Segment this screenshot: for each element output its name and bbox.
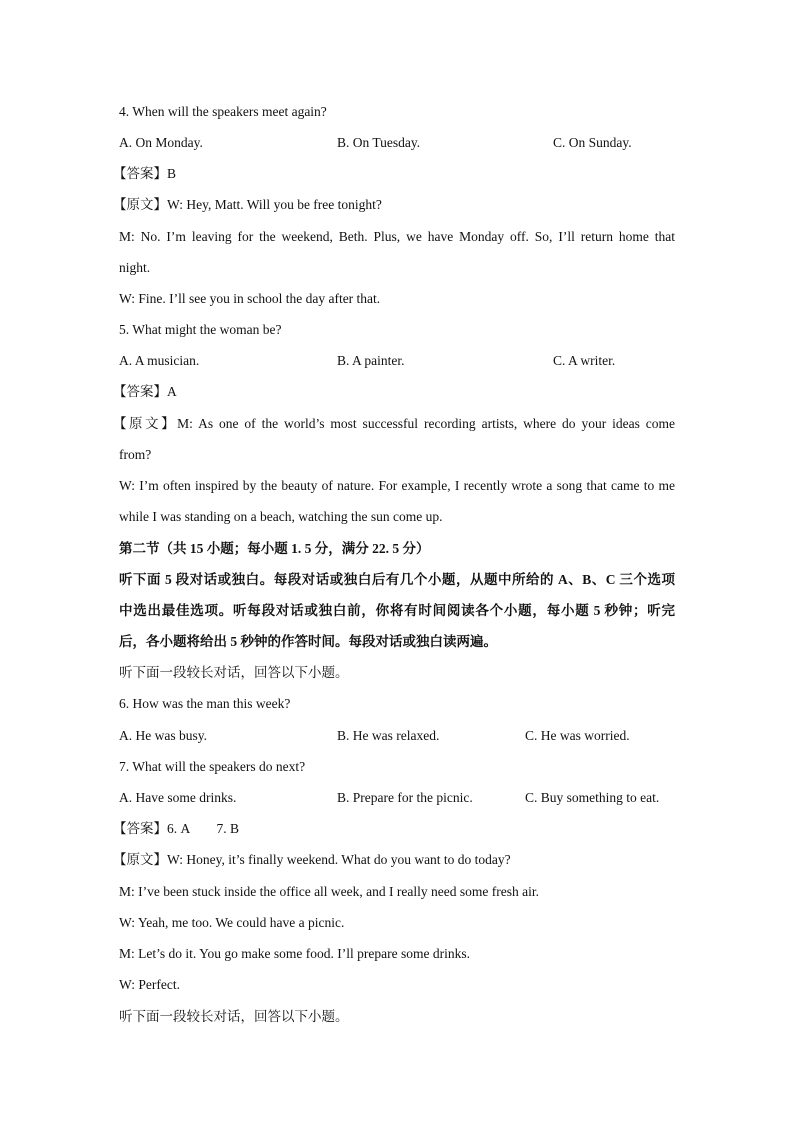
question-7: 7. What will the speakers do next? [119, 759, 306, 774]
q7-transcript-line: M: Let’s do it. You go make some food. I’ll prepare some drinks. [119, 946, 470, 961]
q6-option-a: A. He was busy. [119, 728, 207, 743]
section-heading: 第二节（共 15 小题；每小题 1. 5 分，满分 22. 5 分） [119, 541, 430, 556]
q4-option-a: A. On Monday. [119, 135, 203, 150]
q4-answer: 【答案】B [113, 166, 177, 181]
q6-option-b: B. He was relaxed. [337, 728, 440, 743]
q7-option-c: C. Buy something to eat. [525, 790, 660, 805]
q7-option-a: A. Have some drinks. [119, 790, 237, 805]
q6-option-c: C. He was worried. [525, 728, 630, 743]
q6-7-answer: 【答案】6. A 7. B [113, 821, 240, 836]
section-instructions: 听下面 5 段对话或独白。每段对话或独白后有几个小题，从题中所给的 A、B、C 三个选项 [119, 572, 675, 587]
section-instructions: 中选出最佳选项。听每段对话或独白前，你将有时间阅读各个小题，每小题 5 秒钟；听完 [119, 603, 675, 618]
question-5: 5. What might the woman be? [119, 322, 282, 337]
q4-transcript-line: 【原文】W: Hey, Matt. Will you be free tonight? [113, 197, 382, 212]
q5-transcript-line: from? [119, 447, 152, 462]
question-4: 4. When will the speakers meet again? [119, 104, 327, 119]
q7-transcript-line: M: I’ve been stuck inside the office all week, and I really need some fresh air. [119, 884, 539, 899]
q5-option-c: C. A writer. [553, 353, 616, 368]
q4-option-b: B. On Tuesday. [337, 135, 421, 150]
q4-transcript-line: M: No. I’m leaving for the weekend, Beth. Plus, we have Monday off. So, I’ll return home that [119, 229, 675, 244]
q5-transcript-line: W: I’m often inspired by the beauty of nature. For example, I recently wrote a song that came to me [119, 478, 675, 493]
q5-answer: 【答案】A [113, 384, 177, 399]
q5-option-b: B. A painter. [337, 353, 405, 368]
dialogue-intro: 听下面一段较长对话，回答以下小题。 [119, 1009, 349, 1024]
q7-transcript-line: W: Perfect. [119, 977, 180, 992]
q5-transcript-line: 【原文】M: As one of the world’s most successful recording artists, where do your ideas come [113, 416, 675, 431]
section-instructions: 后，各小题将给出 5 秒钟的作答时间。每段对话或独白读两遍。 [119, 634, 497, 649]
q5-transcript-line: while I was standing on a beach, watching the sun come up. [119, 509, 443, 524]
q7-option-b: B. Prepare for the picnic. [337, 790, 473, 805]
dialogue-intro: 听下面一段较长对话，回答以下小题。 [119, 665, 349, 680]
q4-option-c: C. On Sunday. [553, 135, 632, 150]
q7-transcript-line: 【原文】W: Honey, it’s finally weekend. What do you want to do today? [113, 852, 511, 867]
q5-option-a: A. A musician. [119, 353, 200, 368]
q4-transcript-line: W: Fine. I’ll see you in school the day after that. [119, 291, 381, 306]
question-6: 6. How was the man this week? [119, 696, 291, 711]
q7-transcript-line: W: Yeah, me too. We could have a picnic. [119, 915, 345, 930]
q4-transcript-line: night. [119, 260, 151, 275]
